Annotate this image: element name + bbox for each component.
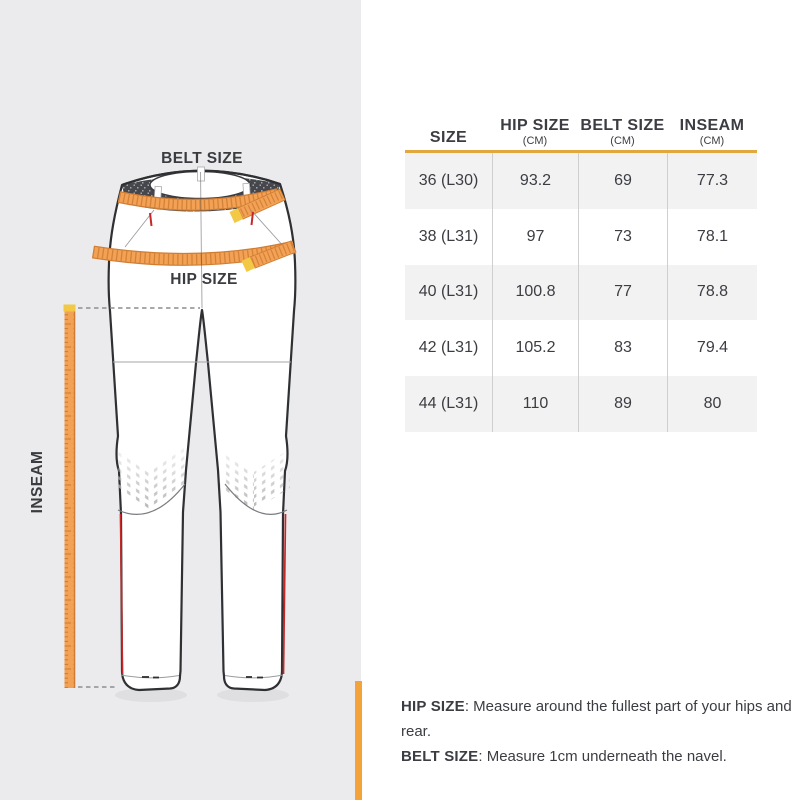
table-cell: 97 <box>492 209 578 265</box>
table-cell: 83 <box>578 320 667 376</box>
table-cell: 77 <box>578 265 667 321</box>
table-cell: 40 (L31) <box>418 283 479 301</box>
size-chart-table <box>405 100 757 432</box>
table-row <box>405 209 757 265</box>
column-header-size: SIZE <box>429 129 468 146</box>
table-row <box>405 265 757 321</box>
table-cell: 44 (L31) <box>418 395 479 413</box>
table-cell: 105.2 <box>492 320 578 376</box>
table-cell: 38 (L31) <box>418 227 479 245</box>
table-row <box>405 153 757 209</box>
table-cell: 69 <box>578 153 667 209</box>
column-header-belt-size: BELT SIZE (CM) <box>580 117 665 147</box>
ruler-cap <box>64 305 76 312</box>
table-cell: 36 (L30) <box>418 171 479 189</box>
table-cell: 80 <box>667 376 757 432</box>
hip-size-label: HIP SIZE <box>170 271 238 288</box>
table-cell: 110 <box>492 376 578 432</box>
table-row <box>405 376 757 432</box>
table-cell: 77.3 <box>667 153 757 209</box>
table-header-row <box>405 100 757 150</box>
accent-bar <box>355 681 362 800</box>
size-guide-panel <box>361 0 800 800</box>
belt-size-note: BELT SIZE: Measure 1cm underneath the navel. <box>401 748 727 765</box>
table-row <box>405 320 757 376</box>
illustration-panel <box>0 0 361 800</box>
table-cell: 93.2 <box>492 153 578 209</box>
measurement-notes <box>401 694 796 769</box>
table-cell: 42 (L31) <box>418 339 479 357</box>
belt-size-label: BELT SIZE <box>161 150 243 167</box>
table-cell: 79.4 <box>667 320 757 376</box>
inseam-ruler-icon <box>64 305 76 689</box>
table-cell: 100.8 <box>492 265 578 321</box>
table-cell: 78.1 <box>667 209 757 265</box>
table-cell: 78.8 <box>667 265 757 321</box>
column-header-inseam: INSEAM (CM) <box>679 117 745 147</box>
pants-illustration <box>0 0 361 800</box>
column-header-hip-size: HIP SIZE (CM) <box>500 117 570 147</box>
table-cell: 89 <box>578 376 667 432</box>
hip-size-note: HIP SIZE: Measure around the fullest part of your hips and rear. <box>401 698 792 740</box>
table-cell: 73 <box>578 209 667 265</box>
table-body <box>405 153 757 432</box>
inseam-label: INSEAM <box>29 450 46 514</box>
